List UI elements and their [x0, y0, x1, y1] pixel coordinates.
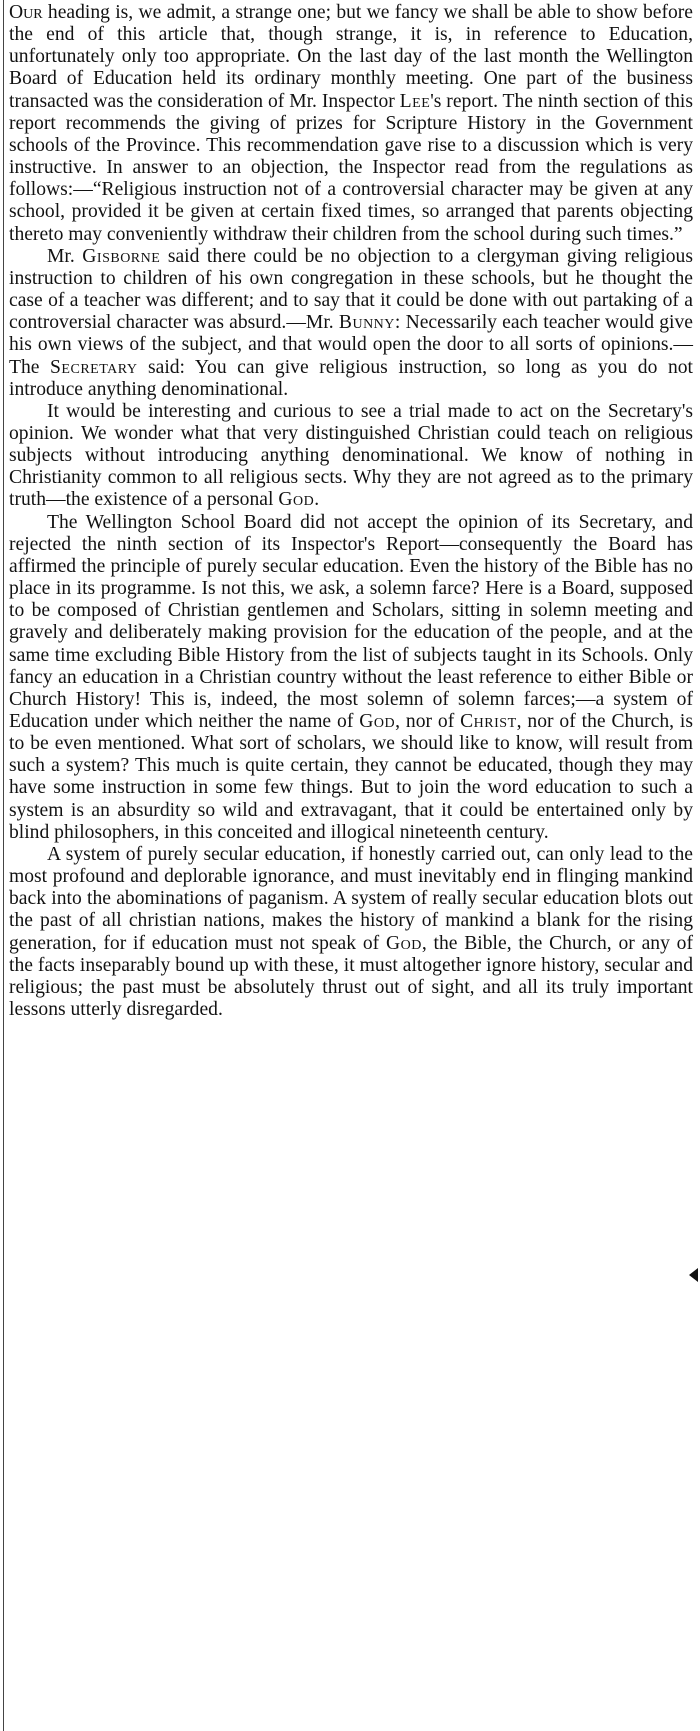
- paragraph-1-text-2: 's report. The ninth section of this report recommends the giving of prizes for Scripture History in the Government schools of the Province. This recommendation gave rise to a discussion which is very instructive. In answer to an objection, the Inspector read from the regulations as follows:—“Religious instruction not of a controversial character may be given at any school, provided it be given at certain fixed times, so arranged that parents objecting thereto may conveniently withdraw their children from the school during such times.”: [9, 90, 693, 245]
- paragraph-5: [9, 844, 693, 1021]
- paragraph-5-text-1: A system of purely secular education, if honestly carried out, can only lead to the most profound and deplorable ignorance, and must inevitably end in flinging mankind back into the abominations of paganism. A system of really secular education blots out the past of all christian nations, makes the history of mankind a blank for the rising generation, for if education must not speak of: [9, 843, 693, 954]
- word-god: God: [359, 711, 396, 732]
- paragraph-4: [9, 512, 693, 844]
- name-bunny: Bunny: [338, 312, 395, 334]
- opening-word: Our: [9, 2, 43, 23]
- paragraph-2: [9, 246, 693, 401]
- column-rule: [3, 0, 4, 1731]
- word-god: God: [278, 489, 315, 511]
- name-secretary: Secretary: [50, 356, 138, 378]
- name-gisborne: Gisborne: [82, 245, 161, 267]
- word-god: God: [385, 932, 422, 954]
- article-column: [9, 2, 693, 1021]
- paragraph-4-text-3: , nor of the Church, is to be even mentioned. What sort of scholars, we should like to know, will result from such a system? This much is quite certain, they cannot be educated, though they may have some instruction in some few things. But to join the word education to such a system is an absurdity so wild and extravagant, that it could be entertained only by blind philosophers, in this conceited and illogical nineteenth century.: [9, 711, 693, 843]
- paragraph-3-text-2: .: [314, 489, 320, 511]
- margin-mark-icon: [689, 1268, 698, 1282]
- paragraph-3: [9, 401, 693, 512]
- paragraph-4-text-2: , nor of: [395, 711, 461, 732]
- paragraph-1: [9, 2, 693, 246]
- name-lee: Lee: [399, 90, 431, 112]
- paragraph-5-text-2: , the Bible, the Church, or any of the facts inseparably bound up with these, it must altogether ignore history, secular and religious; the past must be absolutely thrust out of sight, and all its truly important lessons utterly disregarded.: [9, 932, 693, 1021]
- paragraph-2-text-1: said there could be no objection to a clergyman giving religious instruction to children of his own congregation in these schools, but he thought the case of a teacher was different; and to say that it could be done with out partaking of a controversial character was absurd.—Mr.: [9, 245, 693, 334]
- paragraph-2-text-2: : Necessarily each teacher would give his own views of the subject, and that would open the door to all sorts of opinions.—The: [9, 312, 693, 378]
- word-christ: Christ: [460, 711, 517, 732]
- paragraph-4-text-1: The Wellington School Board did not accept the opinion of its Secretary, and rejected the ninth section of its Inspector's Report—consequently the Board has affirmed the principle of purely secular education. Even the history of the Bible has no place in its programme. Is not this, we ask, a solemn farce? Here is a Board, supposed to be composed of Christian gentlemen and Scholars, sitting in solemn meeting and gravely and deliberately making provision for the education of the people, and at the same time excluding Bible History from the list of subjects taught in its Schools. Only fancy an education in a Christian country without the least reference to either Bible or Church History! This is, indeed, the most solemn of solemn farces;—a system of Education under which neither the name of: [9, 511, 693, 732]
- paragraph-1-text: heading is, we admit, a strange one; but we fancy we shall be able to show before the end of this article that, though strange, it is, in reference to Education, unfortunately only too appropriate. On the last day of the last month the Wellington Board of Education held its ordinary monthly meeting. One part of the business transacted was the consideration of Mr. Inspector: [9, 2, 693, 112]
- paragraph-2-text-3: said: You can give religious instruction, so long as you do not introduce anything denominational.: [9, 356, 693, 400]
- paragraph-2-pre: Mr.: [47, 245, 83, 267]
- paragraph-3-text-1: It would be interesting and curious to see a trial made to act on the Secretary's opinion. We wonder what that very distinguished Christian could teach on religious subjects without introducing anything denominational. We know of nothing in Christianity common to all religious sects. Why they are not agreed as to the primary truth—the existence of a personal: [9, 400, 693, 511]
